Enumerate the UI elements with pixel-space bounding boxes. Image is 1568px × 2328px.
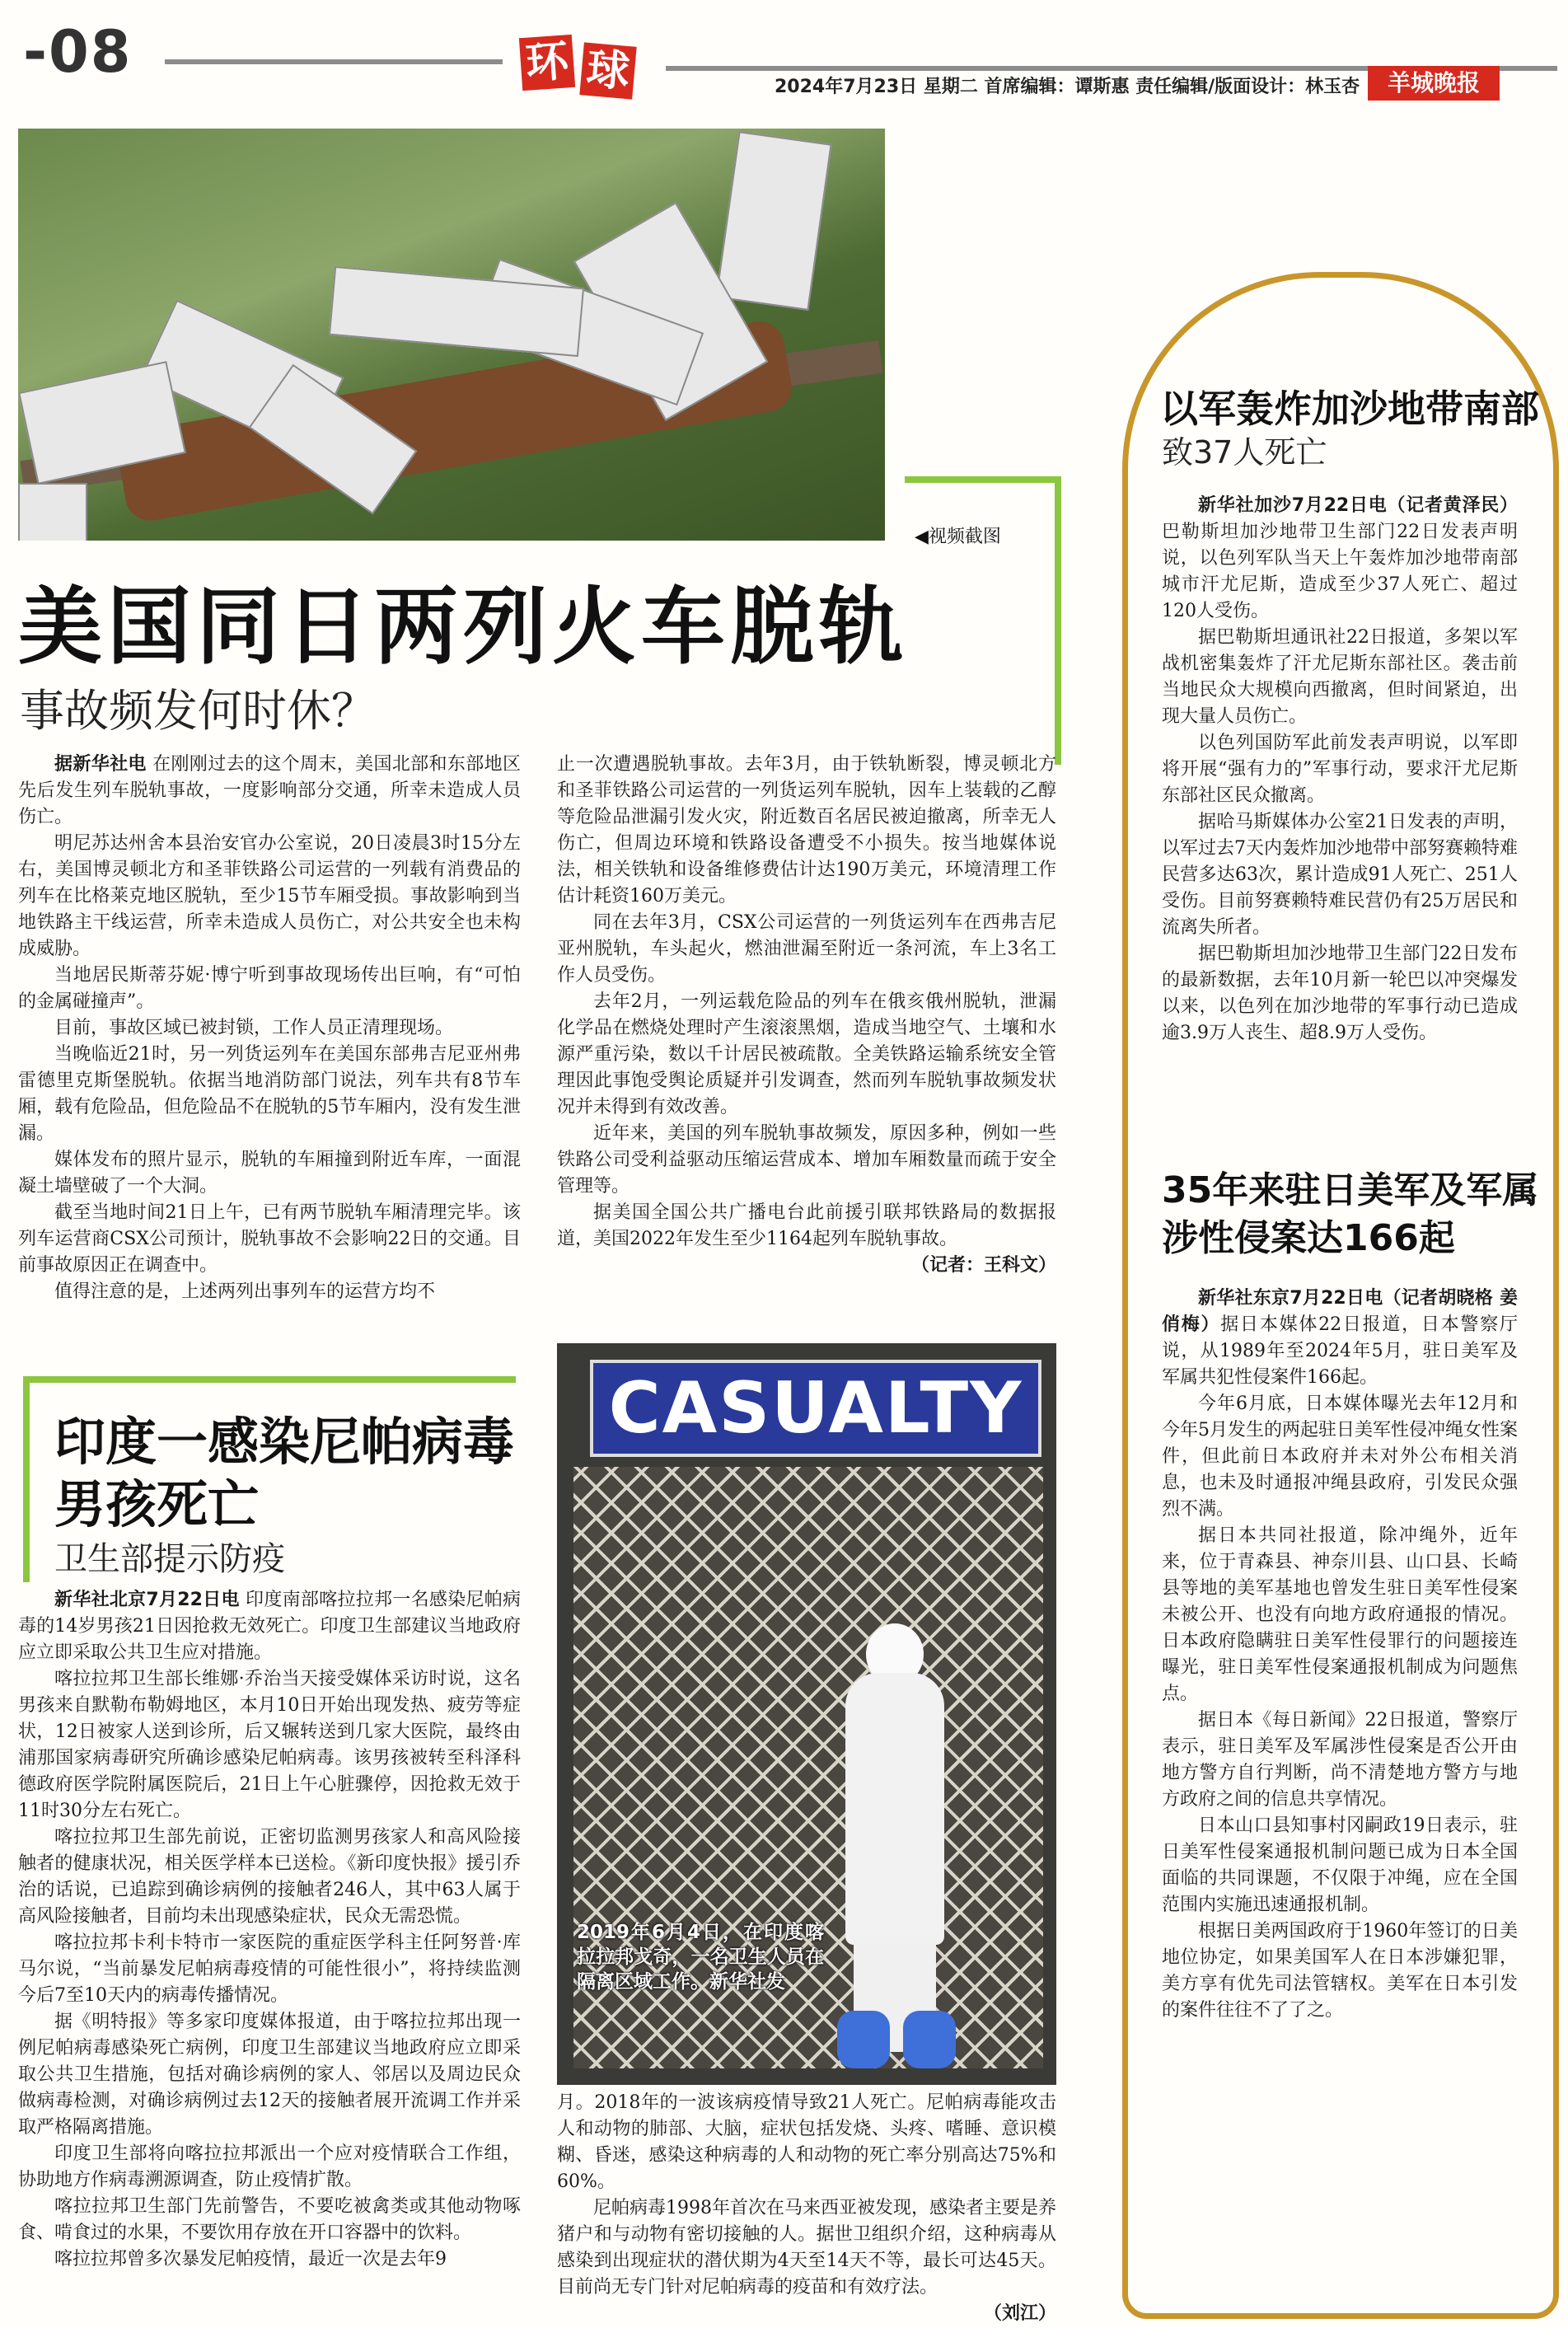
paragraph: 月。2018年的一波该病疫情导致21人死亡。尼帕病毒能攻击人和动物的肺部、大脑，症状包括发烧、头疼、嗜睡、意识模糊、昏迷，感染这种病毒的人和动物的死亡率分别高达75%和60%。	[557, 2092, 1056, 2192]
train-derailment-photo	[18, 129, 885, 541]
newspaper-logo: 羊城晚报	[1368, 66, 1500, 101]
india-bracket-side	[23, 1376, 30, 1582]
paragraph: 据《明特报》等多家印度媒体报道，由于喀拉拉邦出现一例尼帕病毒感染死亡病例，印度卫生部建议当地政府应立即采取公共卫生措施，包括对确诊病例的家人、邻居以及周边民众做病毒检测，对确诊病例过去12天的接触者展开流调工作并采取严格隔离措施。	[18, 2012, 521, 2138]
paragraph: 近年来，美国的列车脱轨事故频发，原因多种，例如一些铁路公司受利益驱动压缩运营成本、增加车厢数量而疏于安全管理等。	[557, 1123, 1056, 1197]
paragraph: 据巴勒斯坦加沙地带卫生部门22日发布的最新数据，去年10月新一轮巴以冲突爆发以来，以色列在加沙地带的军事行动已造成逾3.9万人丧生、超8.9万人受伤。	[1162, 944, 1518, 1043]
india-story-col2	[557, 2090, 1056, 2327]
paragraph: 据哈马斯媒体办公室21日发表的声明，以军过去7天内轰炸加沙地带中部努赛赖特难民营多达63次，累计造成91人死亡、251人受伤。目前努赛赖特难民营仍有25万居民和流离失所者。	[1162, 812, 1518, 938]
india-bracket-top	[23, 1376, 516, 1383]
paragraph: 据日本共同社报道，除冲绳外，近年来，位于青森县、神奈川县、山口县、长崎县等地的美军基地也曾发生驻日美军性侵案未被公开、也没有向地方政府通报的情况。日本政府隐瞒驻日美军性侵罪行的问题接连曝光，驻日美军性侵案通报机制成为问题焦点。	[1162, 1525, 1518, 1704]
headline: 以军轰炸加沙地带南部	[1160, 386, 1539, 431]
section-char-1: 环	[519, 35, 575, 91]
header-rule-left	[165, 59, 503, 64]
paragraph: 喀拉拉邦卫生部先前说，正密切监测男孩家人和高风险接触者的健康状况，相关医学样本已送检。《新印度快报》援引乔治的话说，已追踪到确诊病例的接触者246人，其中63人属于高风险接触者，目前均未出现感染症状，民众无需恐慌。	[18, 1827, 521, 1927]
paragraph: 日本山口县知事村冈嗣政19日表示，驻日美军性侵案通报机制问题已成为日本全国面临的共同课题，不仅限于冲绳，应在全国范围内实施迅速通报机制。	[1162, 1815, 1518, 1915]
photo-caption: 2019年6月4日，在印度喀拉拉邦戈奇，一名卫生人员在隔离区域工作。新华社发	[577, 1922, 824, 1993]
paragraph: 据日本媒体22日报道，日本警察厅说，从1989年至2024年5月，驻日美军及军属共犯性侵案件166起。	[1162, 1314, 1518, 1388]
paragraph: 据日本《每日新闻》22日报道，警察厅表示，驻日美军及军属涉性侵案是否公开由地方警方自行判断，尚不清楚地方警方与地方政府之间的信息共享情况。	[1162, 1710, 1518, 1810]
casualty-sign: CASUALTY	[590, 1360, 1041, 1457]
paragraph: 去年2月，一列运载危险品的列车在俄亥俄州脱轨，泄漏化学品在燃烧处理时产生滚滚黑烟，造成当地空气、土壤和水源严重污染，数以千计居民被疏散。全美铁路运输系统安全管理因此事饱受舆论质疑并引发调查，然而列车脱轨事故频发状况并未得到有效改善。	[557, 991, 1056, 1117]
paragraph: 当地居民斯蒂芬妮·博宁听到事故现场传出巨响，有“可怕的金属碰撞声”。	[18, 965, 521, 1012]
paragraph: 在刚刚过去的这个周末，美国北部和东部地区先后发生列车脱轨事故，一度影响部分交通，所幸未造成人员伤亡。	[18, 754, 521, 827]
headline: 美国同日两列火车脱轨	[18, 578, 908, 677]
story-lead: 新华社东京7月22日电（记者胡晓格 姜俏梅）	[1162, 1288, 1518, 1335]
paragraph: 喀拉拉邦曾多次暴发尼帕疫情，最近一次是去年9	[54, 2249, 447, 2269]
page-number: -08	[23, 18, 133, 86]
paragraph: 喀拉拉邦卫生部长维娜·乔治当天接受媒体采访时说，这名男孩来自默勒布勒姆地区，本月10日开始出现发热、疲劳等症状，12日被家人送到诊所，后又辗转送到几家大医院，最终由浦那国家病毒研究所确诊感染尼帕病毒。该男孩被转至科泽科德政府医学院附属医院后，21日上午心脏骤停，因抢救无效于11时30分左右死亡。	[18, 1669, 521, 1821]
train-story-col1	[18, 752, 521, 1305]
paragraph: 喀拉拉邦卡利卡特市一家医院的重症医学科主任阿努普·库马尔说，“当前暴发尼帕病毒疫情的可能性很小”，将持续监测今后7至10天内的病毒传播情况。	[18, 1932, 521, 2006]
paragraph: 据巴勒斯坦通讯社22日报道，多架以军战机密集轰炸了汗尤尼斯东部社区。袭击前当地民众大规模向西撤离，但时间紧迫，出现大量人员伤亡。	[1162, 627, 1518, 727]
story-lead: 新华社加沙7月22日电（记者黄泽民）	[1198, 495, 1518, 516]
paragraph: 今年6月底，日本媒体曝光去年12月和今年5月发生的两起驻日美军性侵冲绳女性案件，但此前日本政府并未对外公布相关消息，也未及时通报冲绳县政府，引发民众强烈不满。	[1162, 1394, 1518, 1520]
paragraph: 尼帕病毒1998年首次在马来西亚被发现，感染者主要是养猪户和与动物有密切接触的人。据世卫组织介绍，这种病毒从感染到出现症状的潜伏期为4天至14天不等，最长可达45天。目前尚无专门针对尼帕病毒的疫苗和有效疗法。	[557, 2198, 1056, 2298]
section-char-2: 球	[579, 42, 636, 99]
paragraph: 以色列国防军此前发表声明说，以军即将开展“强有力的”军事行动，要求汗尤尼斯东部社区民众撤离。	[1162, 733, 1518, 806]
casualty-photo	[557, 1343, 1056, 2085]
byline: （刘江）	[983, 2303, 1056, 2324]
paragraph: 媒体发布的照片显示，脱轨的车厢撞到附近车库，一面混凝土墙壁破了一个大洞。	[18, 1150, 521, 1197]
paragraph: 截至当地时间21日上午，已有两节脱轨车厢清理完毕。该列车运营商CSX公司预计，脱轨事故不会影响22日的交通。目前事故原因正在调查中。	[18, 1202, 521, 1276]
paragraph: 同在去年3月，CSX公司运营的一列货运列车在西弗吉尼亚州脱轨，车头起火，燃油泄漏至附近一条河流，车上3名工作人员受伤。	[557, 912, 1056, 986]
paragraph: 值得注意的是，上述两列出事列车的运营方均不	[54, 1281, 436, 1302]
paragraph: 根据日美两国政府于1960年签订的日美地位协定，如果美国军人在日本涉嫌犯罪，美方享有优先司法管辖权。美军在日本引发的案件往往不了了之。	[1162, 1921, 1518, 2021]
health-worker-figure	[829, 1623, 961, 2068]
paragraph: 目前，事故区域已被封锁，工作人员正清理现场。	[54, 1018, 454, 1038]
paragraph: 喀拉拉邦卫生部门先前警告，不要吃被禽类或其他动物啄食、啃食过的水果，不要饮用存放在开口容器中的饮料。	[18, 2196, 521, 2243]
photo-caption: ◀视频截图	[915, 527, 1001, 547]
headline: 35年来驻日美军及军属涉性侵案达166起	[1162, 1169, 1539, 1259]
paragraph: 印度南部喀拉拉邦一名感染尼帕病毒的14岁男孩21日因抢救无效死亡。印度卫生部建议当地政府应立即采取公共卫生应对措施。	[18, 1590, 521, 1663]
subheadline: 致37人死亡	[1162, 434, 1327, 471]
header-info: 2024年7月23日 星期二 首席编辑：谭斯惠 责任编辑/版面设计：林玉杏	[775, 77, 1360, 97]
photo-bracket	[905, 476, 1061, 765]
paragraph: 据美国全国公共广播电台此前援引联邦铁路局的数据报道，美国2022年发生至少1164起列车脱轨事故。	[557, 1202, 1056, 1249]
paragraph: 巴勒斯坦加沙地带卫生部门22日发表声明说，以色列军队当天上午轰炸加沙地带南部城市汗尤尼斯，造成至少37人死亡、超过120人受伤。	[1162, 522, 1518, 621]
story-lead: 新华社北京7月22日电	[54, 1590, 240, 1610]
subheadline: 卫生部提示防疫	[54, 1540, 285, 1578]
india-story-col1	[18, 1587, 521, 2273]
byline: （记者：王科文）	[910, 1255, 1056, 1276]
paragraph: 明尼苏达州舍本县治安官办公室说，20日凌晨3时15分左右，美国博灵顿北方和圣菲铁路公司运营的一列载有消费品的列车在比格莱克地区脱轨，至少15节车厢受损。事故影响到当地铁路主干线运营，所幸未造成人员伤亡，对公共安全也未构成威胁。	[18, 833, 521, 959]
subheadline: 事故频发何时休？	[20, 685, 376, 737]
paragraph: 印度卫生部将向喀拉拉邦派出一个应对疫情联合工作组，协助地方作病毒溯源调查，防止疫情扩散。	[18, 2143, 521, 2190]
section-title	[521, 28, 644, 102]
japan-story-body	[1162, 1286, 1518, 2024]
story-lead: 据新华社电	[54, 754, 147, 775]
paragraph: 当晚临近21时，另一列货运列车在美国东部弗吉尼亚州弗雷德里克斯堡脱轨。依据当地消防部门说法，列车共有8节车厢，载有危险品，但危险品不在脱轨的5节车厢内，没有发生泄漏。	[18, 1044, 521, 1144]
paragraph: 止一次遭遇脱轨事故。去年3月，由于铁轨断裂，博灵顿北方和圣菲铁路公司运营的一列货运列车脱轨，因车上装载的乙醇等危险品泄漏引发火灾，附近数百名居民被迫撤离，所幸无人伤亡，但周边环境和铁路设备遭受不小损失。按当地媒体说法，相关铁轨和设备维修费估计达190万美元，环境清理工作估计耗资160万美元。	[557, 754, 1056, 906]
israel-story-body	[1162, 493, 1518, 1047]
train-story-col2	[557, 752, 1056, 1279]
headline: 印度一感染尼帕病毒男孩死亡	[54, 1412, 515, 1534]
